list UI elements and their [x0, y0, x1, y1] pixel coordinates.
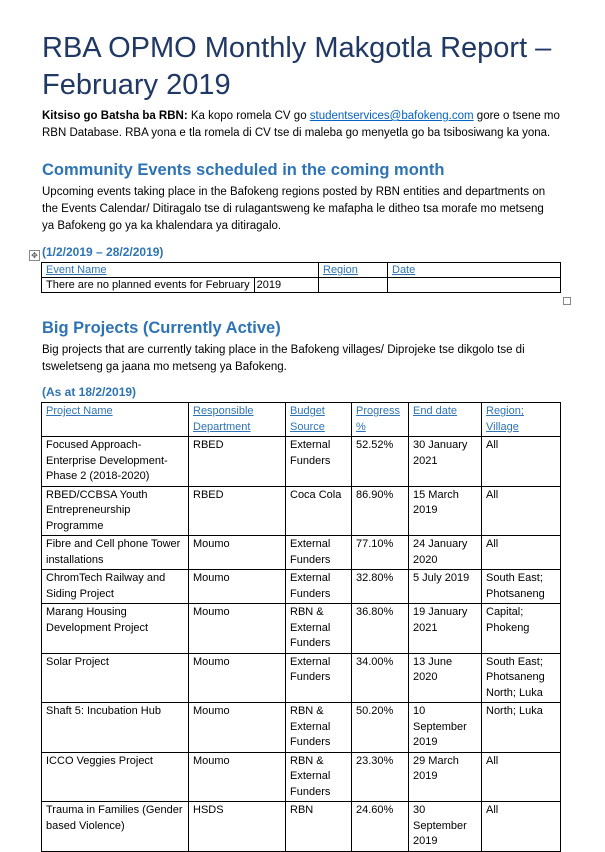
end-date-cell: 15 March 2019 [409, 486, 482, 536]
table-row [42, 653, 561, 703]
events-desc-line-3: ya Bafokeng go ya ka khalendara ya ditiragalo. [42, 220, 282, 232]
col-progress: Progress % [352, 403, 409, 437]
events-region-cell [319, 278, 388, 293]
events-empty-cell [42, 278, 319, 293]
table-row [42, 570, 561, 604]
region-village-cell: South East; Photsaneng North; Luka [482, 653, 561, 703]
department-cell: Moumo [189, 653, 286, 703]
project-name-cell: Shaft 5: Incubation Hub [42, 703, 189, 753]
end-date-cell: 5 July 2019 [409, 570, 482, 604]
progress-cell: 52.52% [352, 437, 409, 487]
department-cell: Moumo [189, 703, 286, 753]
events-empty-text: There are no planned events for February [42, 278, 255, 292]
progress-cell: 23.30% [352, 752, 409, 802]
projects-description [42, 342, 562, 376]
events-period: (1/2/2019 – 28/2/2019) [42, 245, 164, 259]
budget-source-cell: RBN & External Funders [286, 703, 352, 753]
region-village-cell: All [482, 486, 561, 536]
budget-source-cell: RBN [286, 802, 352, 852]
end-date-cell: 19 January 2021 [409, 604, 482, 654]
projects-heading: Big Projects (Currently Active) [42, 319, 281, 337]
progress-cell: 36.80% [352, 604, 409, 654]
project-name-cell: ChromTech Railway and Siding Project [42, 570, 189, 604]
table-row [42, 486, 561, 536]
end-date-cell: 24 January 2020 [409, 536, 482, 570]
events-date-cell [388, 278, 561, 293]
report-title [42, 30, 582, 104]
events-desc-line-2: the Events Calendar/ Ditiragalo tse di rulagantsweng ke mafapha le ditheo tsa morafe mo metseng [42, 203, 544, 215]
region-village-cell: North; Luka [482, 703, 561, 753]
table-row [42, 536, 561, 570]
end-date-cell: 13 June 2020 [409, 653, 482, 703]
department-cell: RBED [189, 486, 286, 536]
region-village-cell: All [482, 536, 561, 570]
project-name-cell: Marang Housing Development Project [42, 604, 189, 654]
project-name-cell: RBED/CCBSA Youth Entrepreneurship Programme [42, 486, 189, 536]
table-row [42, 802, 561, 852]
title-line-1: RBA OPMO Monthly Makgotla Report – [42, 32, 552, 64]
col-event-name: Event Name [42, 263, 319, 278]
budget-source-cell: External Funders [286, 437, 352, 487]
department-cell: Moumo [189, 604, 286, 654]
progress-cell: 86.90% [352, 486, 409, 536]
table-row [42, 278, 561, 293]
project-name-cell: ICCO Veggies Project [42, 752, 189, 802]
intro-text-2: gore o tsene mo [473, 110, 560, 122]
region-village-cell: All [482, 802, 561, 852]
col-budget-source: Budget Source [286, 403, 352, 437]
col-date: Date [388, 263, 561, 278]
intro-paragraph [42, 108, 562, 142]
events-empty-year: 2019 [256, 279, 282, 291]
project-name-cell: Fibre and Cell phone Tower installations [42, 536, 189, 570]
department-cell: Moumo [189, 570, 286, 604]
events-table [41, 262, 561, 293]
events-heading: Community Events scheduled in the coming month [42, 161, 445, 179]
table-row [42, 437, 561, 487]
title-line-2: February 2019 [42, 69, 231, 101]
email-link[interactable]: studentservices@bafokeng.com [309, 110, 474, 122]
col-responsible-department: Responsible Department [189, 403, 286, 437]
progress-cell: 77.10% [352, 536, 409, 570]
project-name-cell: Focused Approach-Enterprise Development-Phase 2 (2018-2020) [42, 437, 189, 487]
budget-source-cell: RBN & External Funders [286, 752, 352, 802]
table-row [42, 703, 561, 753]
region-village-cell: All [482, 437, 561, 487]
project-name-cell: Trauma in Families (Gender based Violence) [42, 802, 189, 852]
table-resize-handle[interactable] [563, 297, 571, 305]
col-region-village: Region; Village [482, 403, 561, 437]
table-move-handle-icon[interactable]: ✥ [29, 250, 40, 261]
region-village-cell: All [482, 752, 561, 802]
budget-source-cell: External Funders [286, 653, 352, 703]
projects-as-at: (As at 18/2/2019) [42, 385, 137, 399]
table-row [42, 604, 561, 654]
project-name-cell: Solar Project [42, 653, 189, 703]
projects-desc-line-2: tsweletseng ga jaana mo metseng ya Bafokeng. [42, 361, 287, 373]
end-date-cell: 10 September 2019 [409, 703, 482, 753]
intro-bold-label: Kitsiso go Batsha ba RBN: [42, 110, 188, 122]
budget-source-cell: External Funders [286, 536, 352, 570]
col-region: Region [319, 263, 388, 278]
intro-line-2: RBN Database. RBA yona e tla romela di CV tse di maleba go menyetla go ba tsibosiwang ka yona. [42, 127, 551, 139]
events-desc-line-1: Upcoming events taking place in the Bafokeng regions posted by RBN entities and departments on [42, 186, 546, 198]
events-description [42, 184, 562, 235]
table-row [42, 752, 561, 802]
budget-source-cell: External Funders [286, 570, 352, 604]
col-project-name: Project Name [42, 403, 189, 437]
progress-cell: 50.20% [352, 703, 409, 753]
end-date-cell: 30 January 2021 [409, 437, 482, 487]
progress-cell: 32.80% [352, 570, 409, 604]
end-date-cell: 29 March 2019 [409, 752, 482, 802]
progress-cell: 24.60% [352, 802, 409, 852]
col-end-date: End date [409, 403, 482, 437]
budget-source-cell: RBN & External Funders [286, 604, 352, 654]
department-cell: RBED [189, 437, 286, 487]
projects-table-header [42, 403, 561, 437]
department-cell: HSDS [189, 802, 286, 852]
budget-source-cell: Coca Cola [286, 486, 352, 536]
events-table-header [42, 263, 561, 278]
projects-desc-line-1: Big projects that are currently taking place in the Bafokeng villages/ Diprojeke tse dikgolo tse di [42, 344, 525, 356]
intro-text-1: Ka kopo romela CV go [187, 110, 310, 122]
progress-cell: 34.00% [352, 653, 409, 703]
region-village-cell: Capital; Phokeng [482, 604, 561, 654]
projects-table [41, 402, 561, 852]
department-cell: Moumo [189, 752, 286, 802]
projects-table-body [42, 437, 561, 852]
region-village-cell: South East; Photsaneng [482, 570, 561, 604]
end-date-cell: 30 September 2019 [409, 802, 482, 852]
department-cell: Moumo [189, 536, 286, 570]
